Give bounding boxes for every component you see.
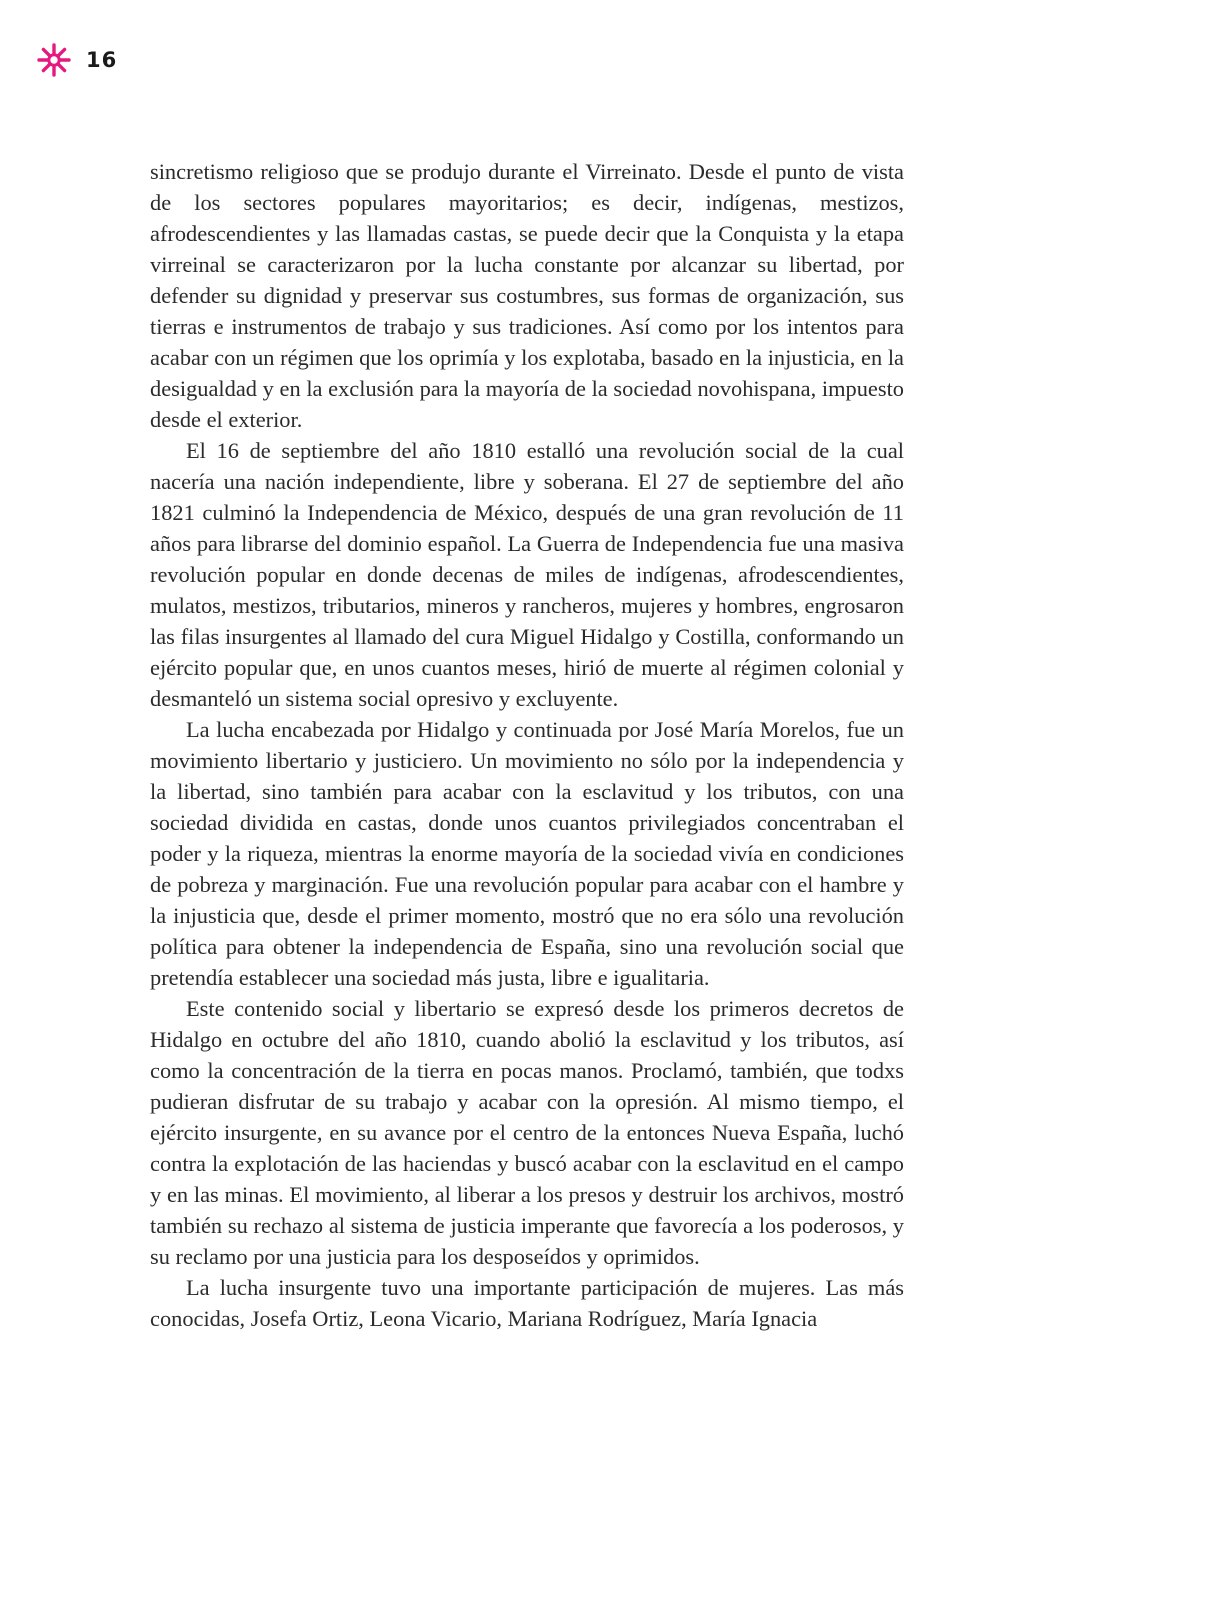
- paragraph: El 16 de septiembre del año 1810 estalló una revolución social de la cual nacería una nación independiente, libre y soberana. El 27 de septiembre del año 1821 culminó la Independencia de México, después de una gran revolución de 11 años para librarse del dominio español. La Guerra de Independencia fue una masiva revolución popular en donde decenas de miles de indígenas, afrodescendientes, mulatos, mestizos, tributarios, mineros y rancheros, mujeres y hombres, engrosaron las filas insurgentes al llamado del cura Miguel Hidalgo y Costilla, conformando un ejército popular que, en unos cuantos meses, hirió de muerte al régimen colonial y desmanteló un sistema social opresivo y excluyente.: [150, 438, 904, 711]
- paragraph: Este contenido social y libertario se expresó desde los primeros decretos de Hidalgo en octubre del año 1810, cuando abolió la esclavitud y los tributos, así como la concentración de la tierra en pocas manos. Proclamó, también, que todxs pudieran disfrutar de su trabajo y acabar con la opresión. Al mismo tiempo, el ejército insurgente, en su avance por el centro de la entonces Nueva España, luchó contra la explotación de las haciendas y buscó acabar con la esclavitud en el campo y en las minas. El movimiento, al liberar a los presos y destruir los archivos, mostró también su rechazo al sistema de justicia imperante que favorecía a los poderosos, y su reclamo por una justicia para los desposeídos y oprimidos.: [150, 996, 904, 1269]
- page-header: [36, 42, 117, 78]
- asterisk-icon: [36, 42, 72, 78]
- page-number: 16: [86, 48, 118, 72]
- body-text: [150, 156, 904, 1334]
- paragraph: La lucha insurgente tuvo una importante participación de mujeres. Las más conocidas, Josefa Ortiz, Leona Vicario, Mariana Rodríguez, María Ignacia: [150, 1275, 904, 1331]
- paragraph-continuation: sincretismo religioso que se produjo durante el Virreinato. Desde el punto de vista de los sectores populares mayoritarios; es decir, indígenas, mestizos, afrodescendientes y las llamadas castas, se puede decir que la Conquista y la etapa virreinal se caracterizaron por la lucha constante por alcanzar su libertad, por defender su dignidad y preservar sus costumbres, sus formas de organización, sus tierras e instrumentos de trabajo y sus tradiciones. Así como por los intentos para acabar con un régimen que los oprimía y los explotaba, basado en la injusticia, en la desigualdad y en la exclusión para la mayoría de la sociedad novohispana, impuesto desde el exterior.: [150, 159, 904, 432]
- paragraph: La lucha encabezada por Hidalgo y continuada por José María Morelos, fue un movimiento libertario y justiciero. Un movimiento no sólo por la independencia y la libertad, sino también para acabar con la esclavitud y los tributos, con una sociedad dividida en castas, donde unos cuantos privilegiados concentraban el poder y la riqueza, mientras la enorme mayoría de la sociedad vivía en condiciones de pobreza y marginación. Fue una revolución popular para acabar con el hambre y la injusticia que, desde el primer momento, mostró que no era sólo una revolución política para obtener la independencia de España, sino una revolución social que pretendía establecer una sociedad más justa, libre e igualitaria.: [150, 717, 904, 990]
